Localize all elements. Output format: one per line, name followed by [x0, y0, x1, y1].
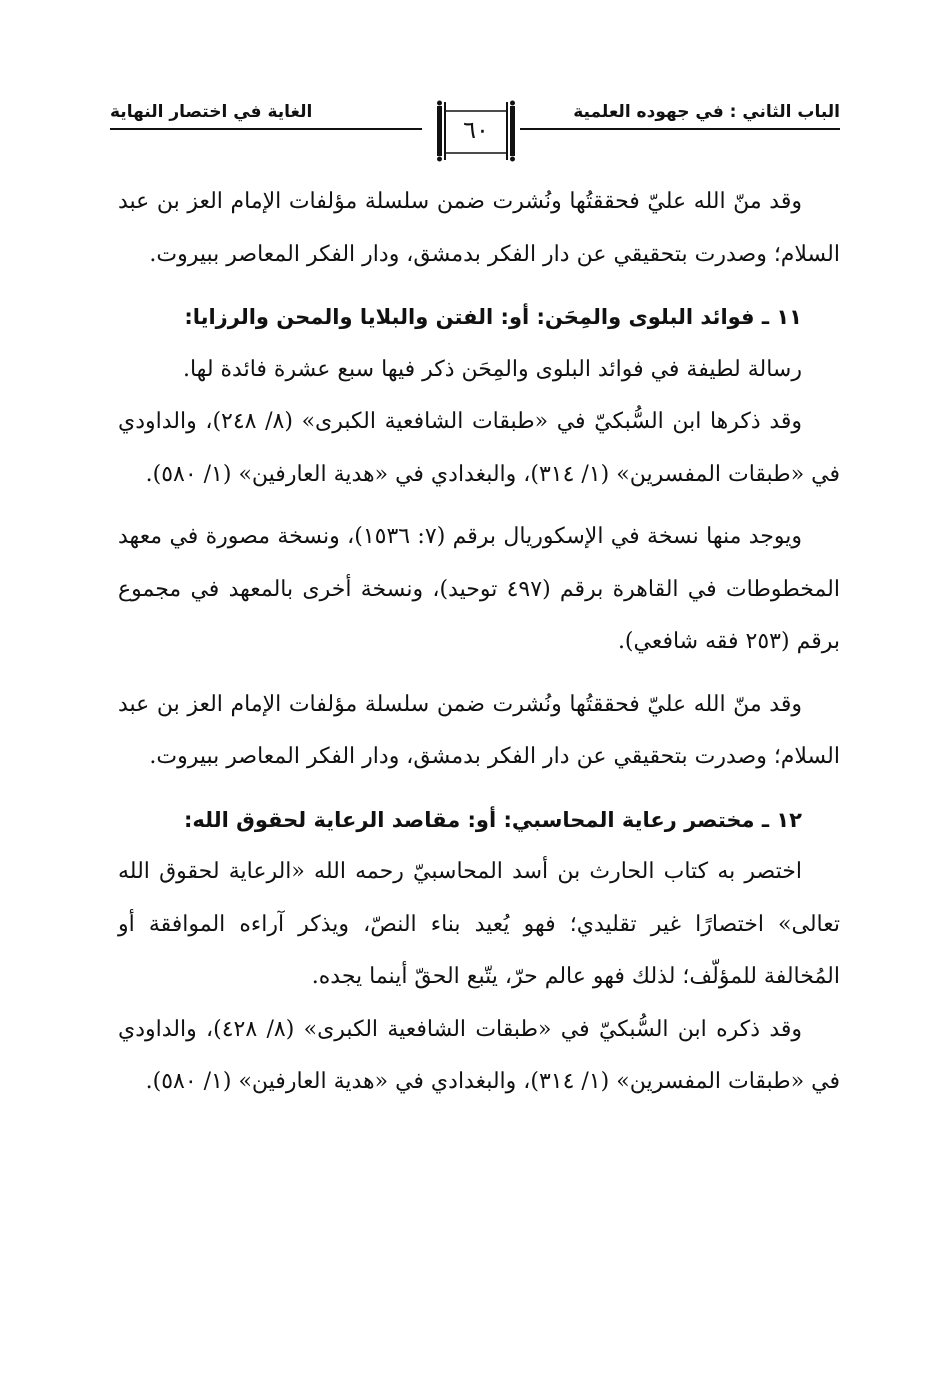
- page-body: [118, 176, 840, 1109]
- chapter-title: الباب الثاني : في جهوده العلمية: [573, 102, 840, 122]
- section-heading: ١١ ـ فوائد البلوى والمِحَن: أو: الفتن والبلايا والمحن والرزايا:: [184, 305, 802, 329]
- paragraph: وقد ذكره ابن السُّبكيّ في «طبقات الشافعية الكبرى» (٨/ ٤٢٨)، والداودي في «طبقات المفسرين» (١/ ٣١٤)، والبغدادي في «هدية العارفين» (١/ ٥٨٠).: [118, 1016, 840, 1094]
- paragraph: اختصر به كتاب الحارث بن أسد المحاسبيّ رحمه الله «الرعاية لحقوق الله تعالى» اختصارًا غير تقليدي؛ فهو يُعيد بناء النصّ، ويذكر آراءه الموافقة أو المُخالفة للمؤلّف؛ لذلك فهو عالم حرّ، يتّبع الحقّ أينما يجده.: [118, 859, 840, 989]
- paragraph: وقد ذكرها ابن السُّبكيّ في «طبقات الشافعية الكبرى» (٨/ ٢٤٨)، والداودي في «طبقات المفسرين» (١/ ٣١٤)، والبغدادي في «هدية العارفين» (١/ ٥٨٠).: [118, 409, 840, 487]
- page-number-frame: [433, 98, 519, 162]
- page-number: ٦٠: [463, 116, 489, 144]
- book-title: الغاية في اختصار النهاية: [110, 102, 313, 122]
- paragraph: ويوجد منها نسخة في الإسكوريال برقم (٧: ١٥٣٦)، ونسخة مصورة في معهد المخطوطات في القاهرة برقم (٤٩٧ توحيد)، ونسخة أخرى بالمعهد في مجموع برقم (٢٥٣ فقه شافعي).: [118, 524, 840, 654]
- section-heading: ١٢ ـ مختصر رعاية المحاسبي: أو: مقاصد الرعاية لحقوق الله:: [183, 807, 802, 832]
- running-header: [110, 98, 840, 170]
- header-rule-right: [520, 128, 840, 130]
- paragraph: رسالة لطيفة في فوائد البلوى والمِحَن ذكر فيها سبع عشرة فائدة لها.: [182, 356, 802, 382]
- paragraph: وقد منّ الله عليّ فحققتُها ونُشرت ضمن سلسلة مؤلفات الإمام العز بن عبد السلام؛ وصدرت بتحقيقي عن دار الفكر بدمشق، ودار الفكر المعاصر ببيروت.: [118, 691, 840, 769]
- header-rule-left: [110, 128, 422, 130]
- paragraph: وقد منّ الله عليّ فحققتُها ونُشرت ضمن سلسلة مؤلفات الإمام العز بن عبد السلام؛ وصدرت بتحقيقي عن دار الفكر بدمشق، ودار الفكر المعاصر ببيروت.: [118, 189, 840, 267]
